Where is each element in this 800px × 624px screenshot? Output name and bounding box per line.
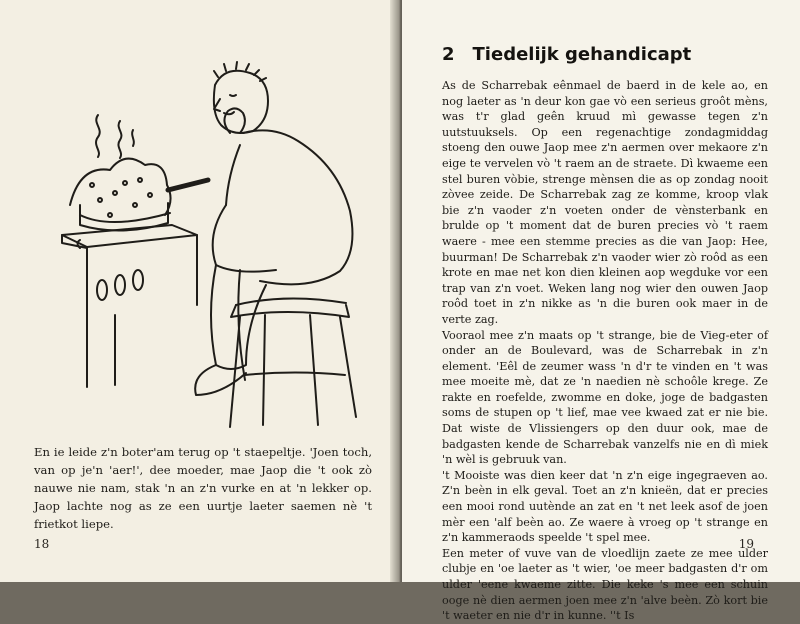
paragraph: As de Scharrebak eênmael de baerd in de kele ao, en nog laeter as 'n deur kon gae vò een serieus groôt mèns, was t'r glad geên kruud mì gewasse tegen z'n uutstuuksels. Op een regenachtige zondagmiddag stoeng den ouwe Jaop mee z'n aermen over mekaore z'n eige te vervelen vò 't raem an de straete. Dì kwaeme een stel buren vòbie, strenge mènsen die as op zondag nooit zòvee zeide. De Scharrebak zag ze komme, kroop vlak bie z'n vaoder z'n voeten onder de vènsterbank en brulde op 't moment dat de buren precies vò 't raem waere - mee een stemme precies as die van Jaop: Hee, buurman! De Scharrebak z'n vaoder wier zò roôd as een krote en mae net kon dien kleinen aop wegduke vor een trap van z'n voet. Weken lang nog wier den ouwen Jaop roôd toet in z'n nikke as 'n die buren ook maer in de verte zag. <box>442 79 768 326</box>
paragraph: Een meter of vuve van de vloedlijn zaete ze mee ulder clubje en 'oe laeter as 't wier, 'oe meer badgasten d'r om ulder 'eene kwaeme zitte. Die keke 's mee een schuin ooge nè dien aermen joen mee z'n 'alve beèn. Zò kort bie 't waeter en nie d'r in kunne. ''t Is <box>442 546 768 623</box>
paragraph: 't Mooiste was dien keer dat 'n z'n eige ingegraeven ao. Z'n beèn in elk geval. Toet an z'n knieën, dat er precies een mooi rond uutènde an zat en 't net leek asof de joen mèr een 'alf beèn ao. Ze waere à vroeg op 't strange en z'n kammeraods speelde 't spel mee. <box>442 468 768 545</box>
chapter-body <box>442 78 768 624</box>
caption-text: En ie leide z'n boter'am terug op 't staepeltje. 'Joen toch, van op je'n 'aer!', dee moeder, mae Jaop die 't ook zò nauwe nie nam, stak 'n an z'n vurke en at 'n lekker op. Jaop lachte nog as ze een uurtje laeter saemen nè 't frietkot liepe. <box>34 445 372 531</box>
left-page <box>0 0 398 582</box>
page-number-left: 18 <box>34 537 50 551</box>
page-number-right: 19 <box>738 537 754 551</box>
chapter-number: 2 <box>442 44 455 65</box>
illustration-boy-at-stove <box>40 55 360 425</box>
right-page <box>402 0 800 623</box>
chapter-title: Tiedelijk gehandicapt <box>472 44 692 65</box>
chapter-heading <box>442 44 691 65</box>
illustration-caption <box>34 443 372 533</box>
paragraph: Vooraol mee z'n maats op 't strange, bie de Vieg-eter of onder an de Boulevard, was de Scharrebak in z'n element. 'Eêl de zeumer wass 'n d'r te vinden en 't was mee moeite mè, dat ze 'n naedien nè schoôle krege. Ze rakte en roefelde, zwomme en doke, joge de badgasten soms de stupen op 't lief, mae vee kwaed zat er nie bie. Dat wiste de Vlissiengers op den duur ook, mae de badgasten kende de Scharrebak vanzelfs nie en dì miek 'n wèl is gebruuk van. <box>442 328 768 467</box>
